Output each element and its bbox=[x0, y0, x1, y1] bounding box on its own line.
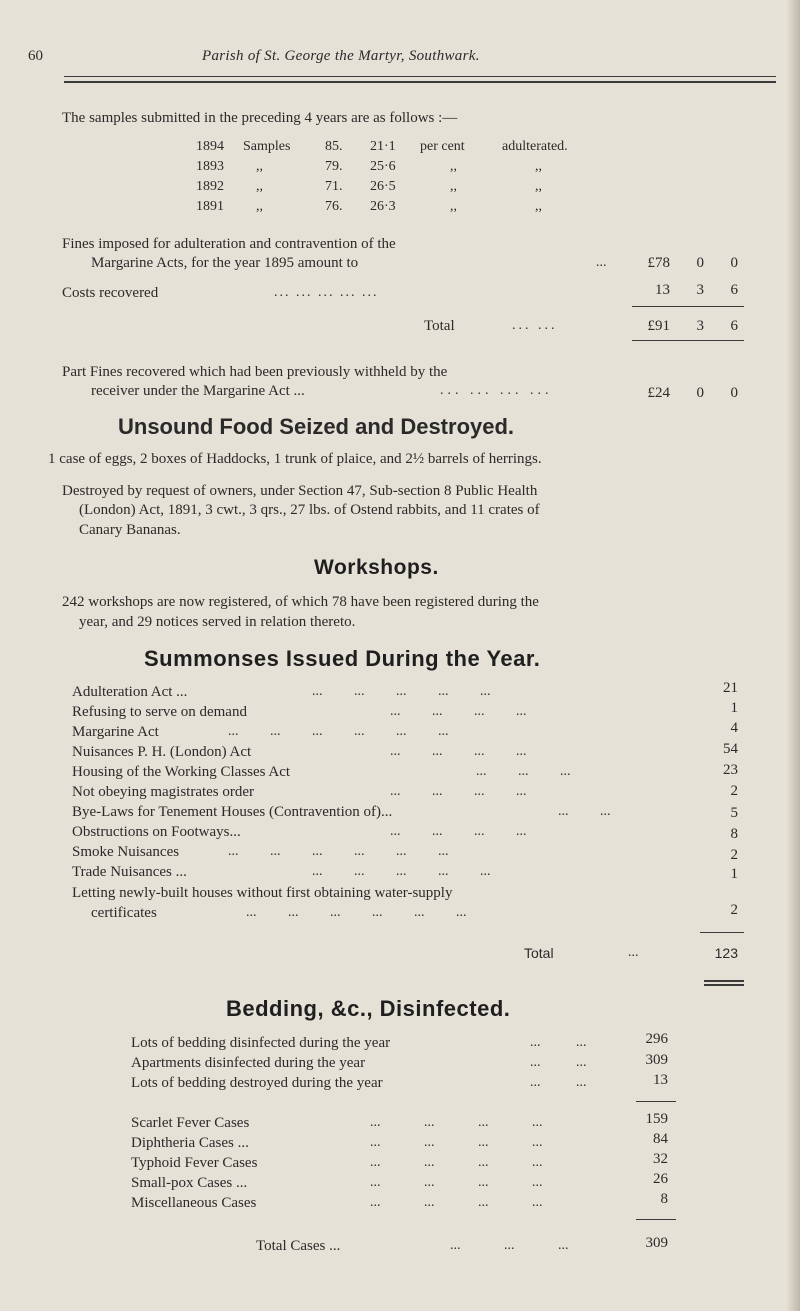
samples-pct: 21·1 bbox=[370, 139, 396, 154]
summons-label: Bye-Laws for Tenement Houses (Contravention of)... bbox=[72, 804, 393, 820]
part-fines-dots: ... ... ... ... bbox=[440, 383, 553, 398]
summons-dots: ... ... ... ... bbox=[390, 704, 527, 719]
summons-label: Trade Nuisances ... bbox=[72, 864, 187, 880]
summons-label: Nuisances P. H. (London) Act bbox=[72, 744, 252, 760]
workshops-heading: Workshops. bbox=[314, 556, 439, 579]
case-label: Scarlet Fever Cases bbox=[131, 1115, 250, 1131]
part-fines-line2: receiver under the Margarine Act ... bbox=[91, 383, 305, 399]
unsound-food-heading: Unsound Food Seized and Destroyed. bbox=[118, 414, 515, 439]
summons-dots: ... ... ... ... bbox=[390, 784, 527, 799]
header-rule-1 bbox=[64, 76, 776, 77]
fines-total-pence: 6 bbox=[730, 318, 738, 334]
summons-value: 4 bbox=[730, 720, 738, 736]
summons-value: 2 bbox=[730, 847, 738, 863]
part-pence: 0 bbox=[730, 385, 738, 401]
summons-double-rule-2 bbox=[704, 984, 744, 986]
costs-label: Costs recovered bbox=[62, 285, 159, 301]
summons-dots: ... ... ... ... ... bbox=[312, 864, 491, 879]
fines-pounds: £78 bbox=[647, 255, 670, 271]
summons-total-rule bbox=[700, 932, 744, 933]
unsound-para1: 1 case of eggs, 2 boxes of Haddocks, 1 trunk of plaice, and 2½ barrels of herrings. bbox=[48, 451, 542, 467]
case-dots: ... ... ... ... bbox=[370, 1195, 543, 1210]
case-dots: ... ... ... ... bbox=[370, 1115, 543, 1130]
fines-line1: Fines imposed for adulteration and contravention of the bbox=[62, 236, 396, 252]
summons-dots: ... ... ... ... ... ... bbox=[228, 844, 449, 859]
summons-dots: ... ... ... ... ... ... bbox=[246, 905, 467, 920]
case-dots: ... ... ... ... bbox=[370, 1155, 543, 1170]
summons-dots: ... ... ... ... bbox=[390, 744, 527, 759]
case-value: 84 bbox=[653, 1131, 668, 1147]
summonses-heading: Summonses Issued During the Year. bbox=[144, 646, 541, 671]
fines-total-pounds: £91 bbox=[647, 318, 670, 334]
costs-shillings: 3 bbox=[696, 282, 704, 298]
summons-label: Letting newly-built houses without first obtaining water-supply bbox=[72, 885, 453, 901]
samples-year: 1891 bbox=[196, 199, 224, 214]
costs-pounds: 13 bbox=[655, 282, 670, 298]
case-value: 26 bbox=[653, 1171, 668, 1187]
summons-dots: ... ... bbox=[558, 804, 611, 819]
samples-label: Samples bbox=[243, 139, 291, 154]
samples-result: ,, bbox=[535, 159, 542, 174]
case-value: 8 bbox=[660, 1191, 668, 1207]
summons-value: 1 bbox=[730, 700, 738, 716]
samples-unit: ,, bbox=[450, 199, 457, 214]
fines-total-dots: ... ... bbox=[512, 318, 558, 333]
samples-count: 79. bbox=[325, 159, 343, 174]
summons-label: Housing of the Working Classes Act bbox=[72, 764, 291, 780]
summons-total-label: Total bbox=[524, 945, 554, 961]
cases-rule bbox=[636, 1219, 676, 1220]
running-title: Parish of St. George the Martyr, Southwark. bbox=[202, 48, 480, 64]
samples-year: 1892 bbox=[196, 179, 224, 194]
page-spine-shadow bbox=[786, 0, 800, 1311]
samples-unit: ,, bbox=[450, 179, 457, 194]
samples-year: 1894 bbox=[196, 139, 224, 154]
case-value: 159 bbox=[645, 1111, 668, 1127]
summons-total-value: 123 bbox=[714, 945, 738, 961]
samples-intro: The samples submitted in the preceding 4 years are as follows :— bbox=[62, 110, 458, 126]
unsound-para2-line2: (London) Act, 1891, 3 cwt., 3 qrs., 27 lbs. of Ostend rabbits, and 11 crates of bbox=[79, 502, 540, 518]
samples-pct: 26·3 bbox=[370, 199, 396, 214]
part-shillings: 0 bbox=[696, 385, 704, 401]
summons-value: 1 bbox=[730, 866, 738, 882]
part-fines-line1: Part Fines recovered which had been previously withheld by the bbox=[62, 364, 448, 380]
bedding-dots: ... ... bbox=[530, 1075, 587, 1090]
summons-total-dots: ... bbox=[628, 945, 639, 960]
summons-value: 8 bbox=[730, 826, 738, 842]
summons-value: 2 bbox=[730, 783, 738, 799]
cases-total-dots: ... ... ... bbox=[450, 1238, 569, 1253]
case-label: Diphtheria Cases ... bbox=[131, 1135, 249, 1151]
summons-value: 5 bbox=[730, 805, 738, 821]
case-label: Small-pox Cases ... bbox=[131, 1175, 248, 1191]
summons-dots: ... ... ... bbox=[476, 764, 571, 779]
bedding-dots: ... ... bbox=[530, 1055, 587, 1070]
fines-total-label: Total bbox=[424, 318, 455, 334]
summons-label: Margarine Act bbox=[72, 724, 159, 740]
summons-value: 23 bbox=[723, 762, 738, 778]
samples-count: 71. bbox=[325, 179, 343, 194]
costs-rule bbox=[632, 306, 744, 307]
samples-result: ,, bbox=[535, 179, 542, 194]
samples-label: ,, bbox=[256, 179, 263, 194]
page-number: 60 bbox=[28, 48, 43, 64]
workshops-line2: year, and 29 notices served in relation thereto. bbox=[79, 614, 356, 630]
summons-double-rule-1 bbox=[704, 980, 744, 982]
cases-total-label: Total Cases ... bbox=[256, 1238, 341, 1254]
summons-label: Not obeying magistrates order bbox=[72, 784, 255, 800]
costs-dots: ... ... ... ... ... bbox=[274, 285, 379, 300]
samples-pct: 26·5 bbox=[370, 179, 396, 194]
samples-label: ,, bbox=[256, 159, 263, 174]
bedding-rule bbox=[636, 1101, 676, 1102]
fines-dots: ... bbox=[596, 255, 607, 270]
cases-total-value: 309 bbox=[645, 1235, 668, 1251]
summons-label: certificates bbox=[91, 905, 157, 921]
samples-year: 1893 bbox=[196, 159, 224, 174]
bedding-label: Lots of bedding destroyed during the year bbox=[131, 1075, 383, 1091]
fines-line2: Margarine Acts, for the year 1895 amount to bbox=[91, 255, 359, 271]
bedding-label: Apartments disinfected during the year bbox=[131, 1055, 366, 1071]
fines-pence: 0 bbox=[730, 255, 738, 271]
fines-total-shillings: 3 bbox=[696, 318, 704, 334]
bedding-dots: ... ... bbox=[530, 1035, 587, 1050]
samples-count: 76. bbox=[325, 199, 343, 214]
samples-unit: per cent bbox=[420, 139, 465, 154]
unsound-para2-line3: Canary Bananas. bbox=[79, 522, 181, 538]
workshops-line1: 242 workshops are now registered, of which 78 have been registered during the bbox=[62, 594, 539, 610]
case-value: 32 bbox=[653, 1151, 668, 1167]
samples-result: adulterated. bbox=[502, 139, 568, 154]
fines-shillings: 0 bbox=[696, 255, 704, 271]
case-dots: ... ... ... ... bbox=[370, 1175, 543, 1190]
summons-value: 21 bbox=[723, 680, 738, 696]
samples-count: 85. bbox=[325, 139, 343, 154]
summons-value: 54 bbox=[723, 741, 738, 757]
samples-pct: 25·6 bbox=[370, 159, 396, 174]
summons-dots: ... ... ... ... ... ... bbox=[228, 724, 449, 739]
summons-value: 2 bbox=[730, 902, 738, 918]
header-rule-2 bbox=[64, 81, 776, 83]
samples-label: ,, bbox=[256, 199, 263, 214]
total-rule bbox=[632, 340, 744, 341]
summons-label: Adulteration Act ... bbox=[72, 684, 188, 700]
case-dots: ... ... ... ... bbox=[370, 1135, 543, 1150]
bedding-label: Lots of bedding disinfected during the year bbox=[131, 1035, 391, 1051]
case-label: Miscellaneous Cases bbox=[131, 1195, 257, 1211]
samples-unit: ,, bbox=[450, 159, 457, 174]
summons-label: Refusing to serve on demand bbox=[72, 704, 247, 720]
unsound-para2-line1: Destroyed by request of owners, under Section 47, Sub-section 8 Public Health bbox=[62, 483, 538, 499]
samples-result: ,, bbox=[535, 199, 542, 214]
case-label: Typhoid Fever Cases bbox=[131, 1155, 258, 1171]
bedding-heading: Bedding, &c., Disinfected. bbox=[226, 996, 511, 1021]
summons-dots: ... ... ... ... ... bbox=[312, 684, 491, 699]
bedding-value: 309 bbox=[645, 1052, 668, 1068]
bedding-value: 296 bbox=[645, 1031, 668, 1047]
part-pounds: £24 bbox=[647, 385, 670, 401]
summons-label: Obstructions on Footways... bbox=[72, 824, 241, 840]
bedding-value: 13 bbox=[653, 1072, 668, 1088]
costs-pence: 6 bbox=[730, 282, 738, 298]
summons-label: Smoke Nuisances bbox=[72, 844, 180, 860]
summons-dots: ... ... ... ... bbox=[390, 824, 527, 839]
